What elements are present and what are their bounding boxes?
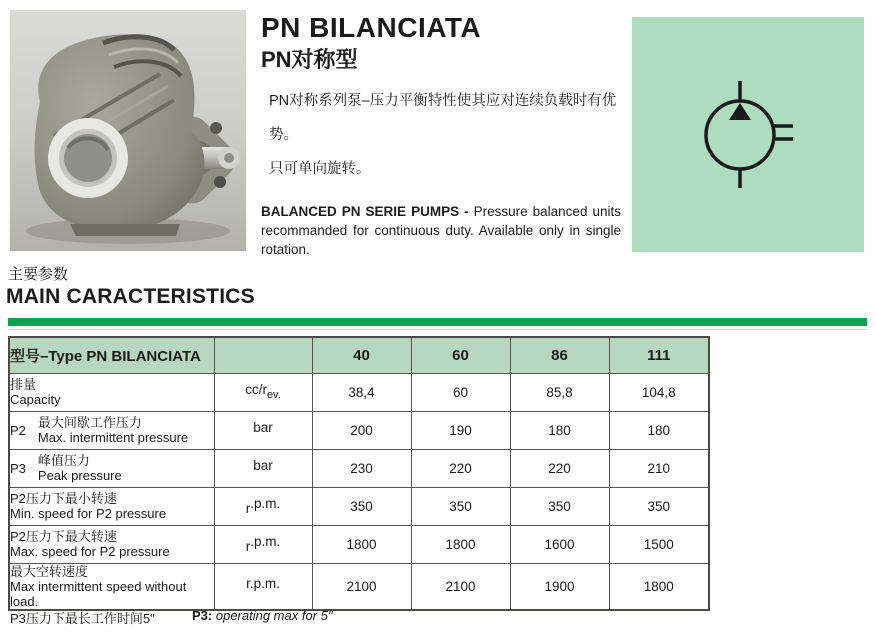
pump-photo	[10, 10, 246, 251]
divider-shadow-line	[8, 329, 867, 330]
value-cell: 2100	[312, 563, 411, 610]
description-en-bold: BALANCED PN SERIE PUMPS -	[261, 204, 469, 219]
unit-cell	[214, 449, 312, 487]
page-subtitle-cn: PN对称型	[261, 47, 358, 72]
model-header-86: 86	[510, 337, 609, 373]
hydraulic-symbol-panel	[632, 17, 864, 252]
row-prefix: P2	[10, 422, 26, 438]
unit-lowered: r	[245, 501, 251, 516]
pump-symbol-icon	[632, 17, 864, 252]
unit-suffix: .p.m.	[250, 534, 281, 549]
green-divider-bar	[8, 318, 867, 326]
row-label-en: Max. speed for P2 pressure	[10, 544, 170, 559]
row-label-cn: 最大间歇工作压力	[37, 415, 142, 430]
value-cell: 350	[411, 487, 510, 525]
value-cell: 210	[609, 449, 709, 487]
row-label-en: Peak pressure	[37, 468, 122, 483]
description-en-rest: Pressure balanced units recommanded for continuous duty. Available only in single rotation.	[261, 204, 621, 257]
unit-cell	[214, 411, 312, 449]
unit-cell	[214, 563, 312, 610]
value-cell: 1800	[312, 525, 411, 563]
page-title: PN BILANCIATA	[261, 12, 482, 43]
value-cell: 1900	[510, 563, 609, 610]
description-cn	[269, 84, 641, 186]
description-cn-line2: 只可单向旋转。	[269, 161, 371, 177]
value-cell: 1600	[510, 525, 609, 563]
footnote-cn: P3压力下最长工作时间5"	[10, 611, 155, 626]
unit-text: r.p.m.	[246, 576, 280, 591]
model-header-40: 40	[312, 337, 411, 373]
value-cell: 220	[411, 449, 510, 487]
value-cell: 38,4	[312, 373, 411, 411]
row-label-cn: 最大空转速度	[10, 563, 89, 579]
value-cell: 1800	[609, 563, 709, 610]
unit-text: bar	[253, 458, 273, 473]
value-cell: 104,8	[609, 373, 709, 411]
unit-header-cell	[214, 337, 312, 373]
row-prefix: P3	[10, 460, 26, 476]
value-cell: 1800	[411, 525, 510, 563]
description-cn-line1: PN对称系列泵–压力平衡特性使其应对连续负载时有优势。	[269, 93, 617, 143]
unit-cell	[214, 487, 312, 525]
unit-lowered: r	[245, 539, 251, 554]
value-cell: 2100	[411, 563, 510, 610]
specs-table	[8, 336, 710, 611]
model-header-60: 60	[411, 337, 510, 373]
model-header-111: 111	[609, 337, 709, 373]
unit-suffix: .p.m.	[250, 496, 281, 511]
unit-subscript: ev.	[266, 389, 281, 401]
footnote-en	[192, 608, 332, 623]
row-label-cn: 峰值压力	[37, 453, 90, 468]
row-label-en: Max. intermittent pressure	[37, 430, 189, 445]
table-row-max-intermittent-pressure	[9, 411, 709, 449]
table-header-label: 型号–Type PN BILANCIATA	[9, 337, 214, 373]
table-row-peak-pressure	[9, 449, 709, 487]
value-cell: 200	[312, 411, 411, 449]
row-label-cn: P2压力下最大转速	[10, 529, 117, 544]
unit-text: cc/r	[245, 382, 267, 397]
table-row-max-speed-no-load	[9, 563, 709, 610]
footnote-en-text: operating max for 5"	[215, 608, 333, 623]
table-header-row	[9, 337, 709, 373]
pump-photo-image	[10, 10, 246, 251]
value-cell: 180	[609, 411, 709, 449]
table-row-capacity	[9, 373, 709, 411]
row-label-en: Max intermittent speed without load.	[10, 578, 187, 609]
value-cell: 350	[609, 487, 709, 525]
row-label-cell	[9, 563, 214, 610]
value-cell: 350	[510, 487, 609, 525]
value-cell: 350	[312, 487, 411, 525]
value-cell: 1500	[609, 525, 709, 563]
row-label-en: Capacity	[10, 392, 61, 407]
value-cell: 230	[312, 449, 411, 487]
row-label-cell	[9, 449, 214, 487]
value-cell: 220	[510, 449, 609, 487]
value-cell: 190	[411, 411, 510, 449]
section-heading-en: MAIN CARACTERISTICS	[6, 285, 255, 308]
unit-text: bar	[253, 420, 273, 435]
table-row-min-speed	[9, 487, 709, 525]
row-label-cell	[9, 487, 214, 525]
footnote-en-label: P3:	[192, 608, 213, 623]
row-label-cell	[9, 411, 214, 449]
table-row-max-speed	[9, 525, 709, 563]
value-cell: 180	[510, 411, 609, 449]
section-heading-cn: 主要参数	[8, 266, 69, 283]
value-cell: 60	[411, 373, 510, 411]
row-label-cn: P2压力下最小转速	[10, 491, 117, 506]
row-label-en: Min. speed for P2 pressure	[10, 506, 167, 521]
row-label-cell	[9, 373, 214, 411]
description-en	[261, 202, 621, 259]
value-cell: 85,8	[510, 373, 609, 411]
row-label-cn: 排量	[10, 377, 37, 392]
row-label-cell	[9, 525, 214, 563]
unit-cell	[214, 525, 312, 563]
unit-cell	[214, 373, 312, 411]
